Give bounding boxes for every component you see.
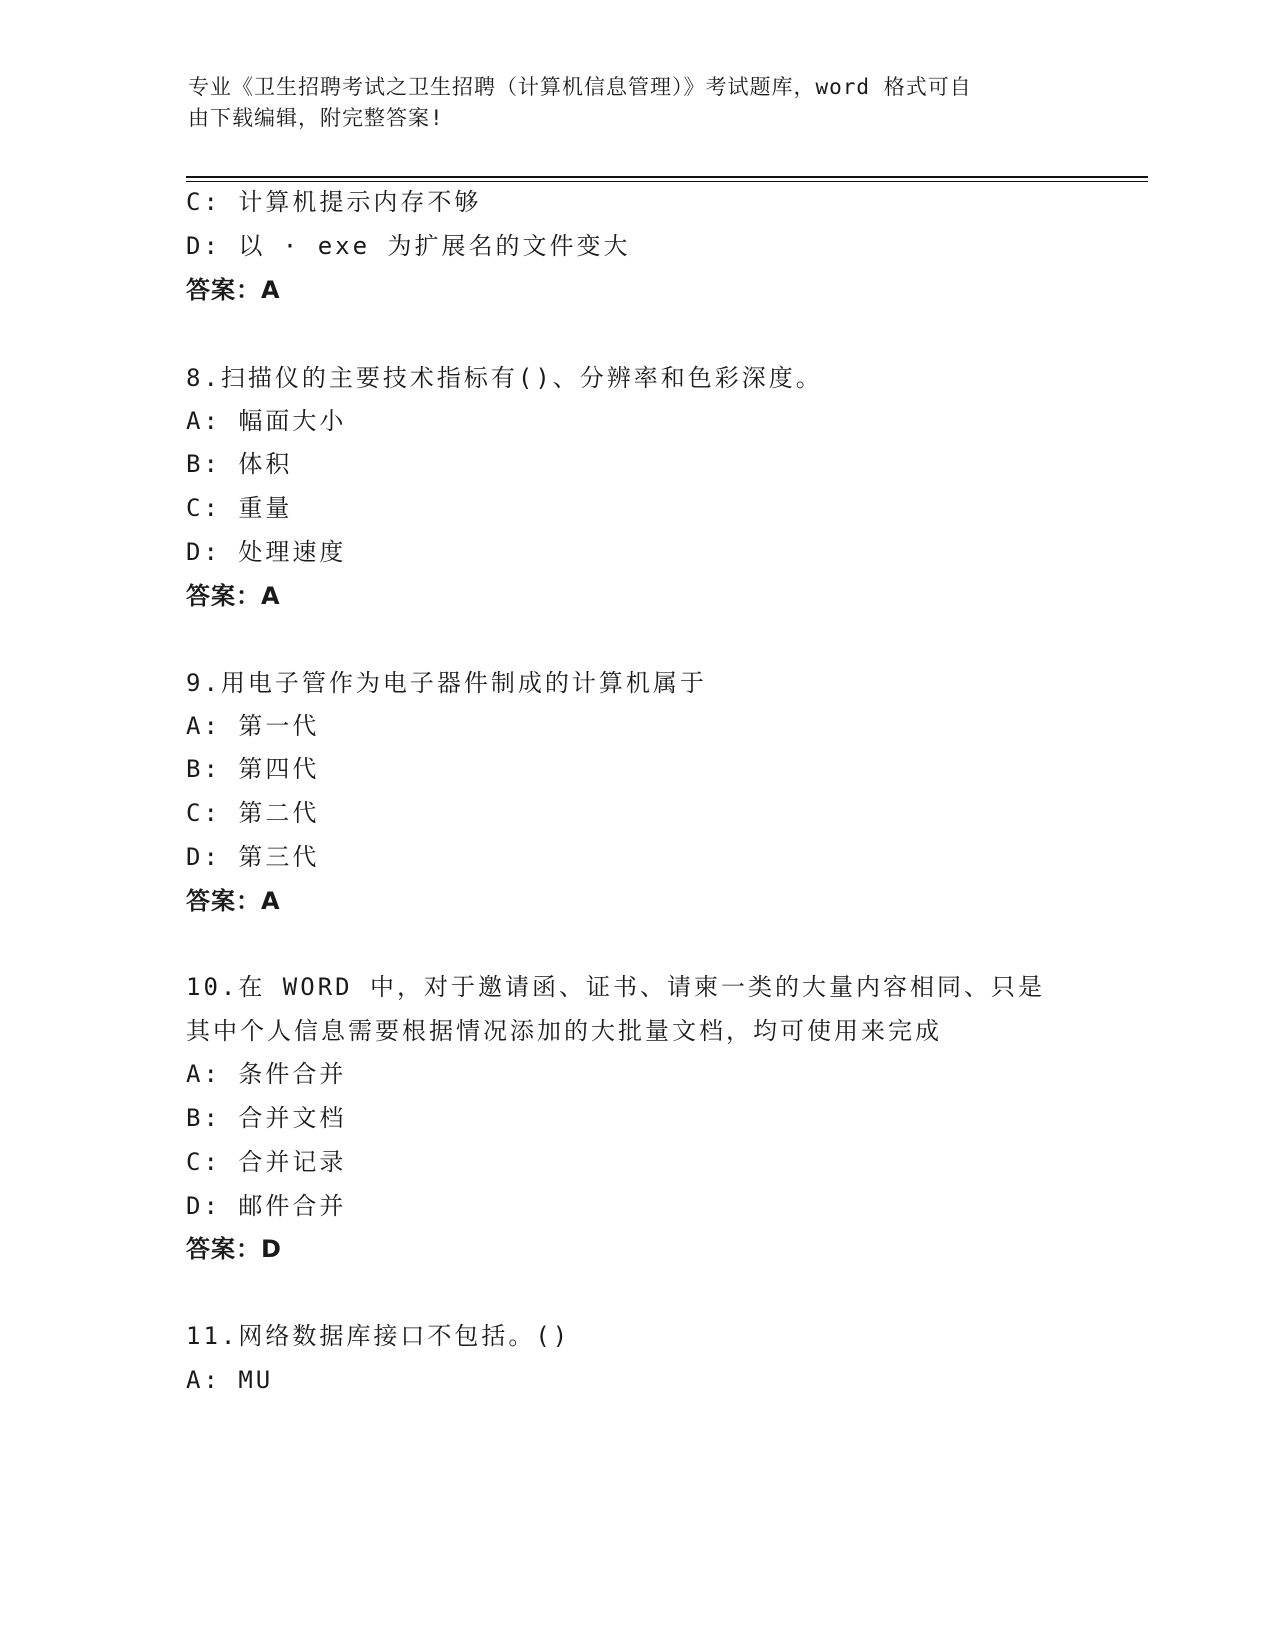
q10-question-line-1: 10.在 WORD 中，对于邀请函、证书、请柬一类的大量内容相同、只是 — [186, 973, 1046, 1001]
q9-option-d: D: 第三代 — [186, 843, 320, 871]
q8-question: 8.扫描仪的主要技术指标有()、分辨率和色彩深度。 — [186, 364, 823, 392]
q8-answer: 答案：A — [186, 582, 281, 610]
q9-option-b: B: 第四代 — [186, 755, 320, 783]
q9-option-c: C: 第二代 — [186, 799, 320, 827]
q9-question: 9.用电子管作为电子器件制成的计算机属于 — [186, 669, 707, 697]
q7-answer: 答案：A — [186, 276, 281, 304]
q10-answer: 答案：D — [186, 1235, 282, 1263]
q10-option-d: D: 邮件合并 — [186, 1192, 347, 1220]
document-header — [188, 72, 1068, 134]
q8-option-c: C: 重量 — [186, 494, 293, 522]
q9-answer: 答案：A — [186, 887, 281, 915]
q8-option-d: D: 处理速度 — [186, 538, 347, 566]
q11-option-a: A: MU — [186, 1366, 274, 1394]
header-divider-thin — [186, 181, 1148, 182]
q10-option-b: B: 合并文档 — [186, 1104, 347, 1132]
q8-option-a: A: 幅面大小 — [186, 407, 347, 435]
q9-option-a: A: 第一代 — [186, 712, 320, 740]
header-line-1: 专业《卫生招聘考试之卫生招聘（计算机信息管理）》考试题库，word 格式可自 — [188, 75, 972, 99]
q10-question-line-2: 其中个人信息需要根据情况添加的大批量文档，均可使用来完成 — [186, 1017, 942, 1045]
q11-question: 11.网络数据库接口不包括。() — [186, 1322, 571, 1350]
q7-option-d: D: 以 · exe 为扩展名的文件变大 — [186, 232, 631, 260]
header-line-2: 由下载编辑，附完整答案! — [188, 106, 444, 130]
q10-option-a: A: 条件合并 — [186, 1060, 347, 1088]
q10-option-c: C: 合并记录 — [186, 1148, 347, 1176]
header-divider-thick — [186, 176, 1148, 178]
q8-option-b: B: 体积 — [186, 450, 293, 478]
q7-option-c: C: 计算机提示内存不够 — [186, 188, 482, 216]
